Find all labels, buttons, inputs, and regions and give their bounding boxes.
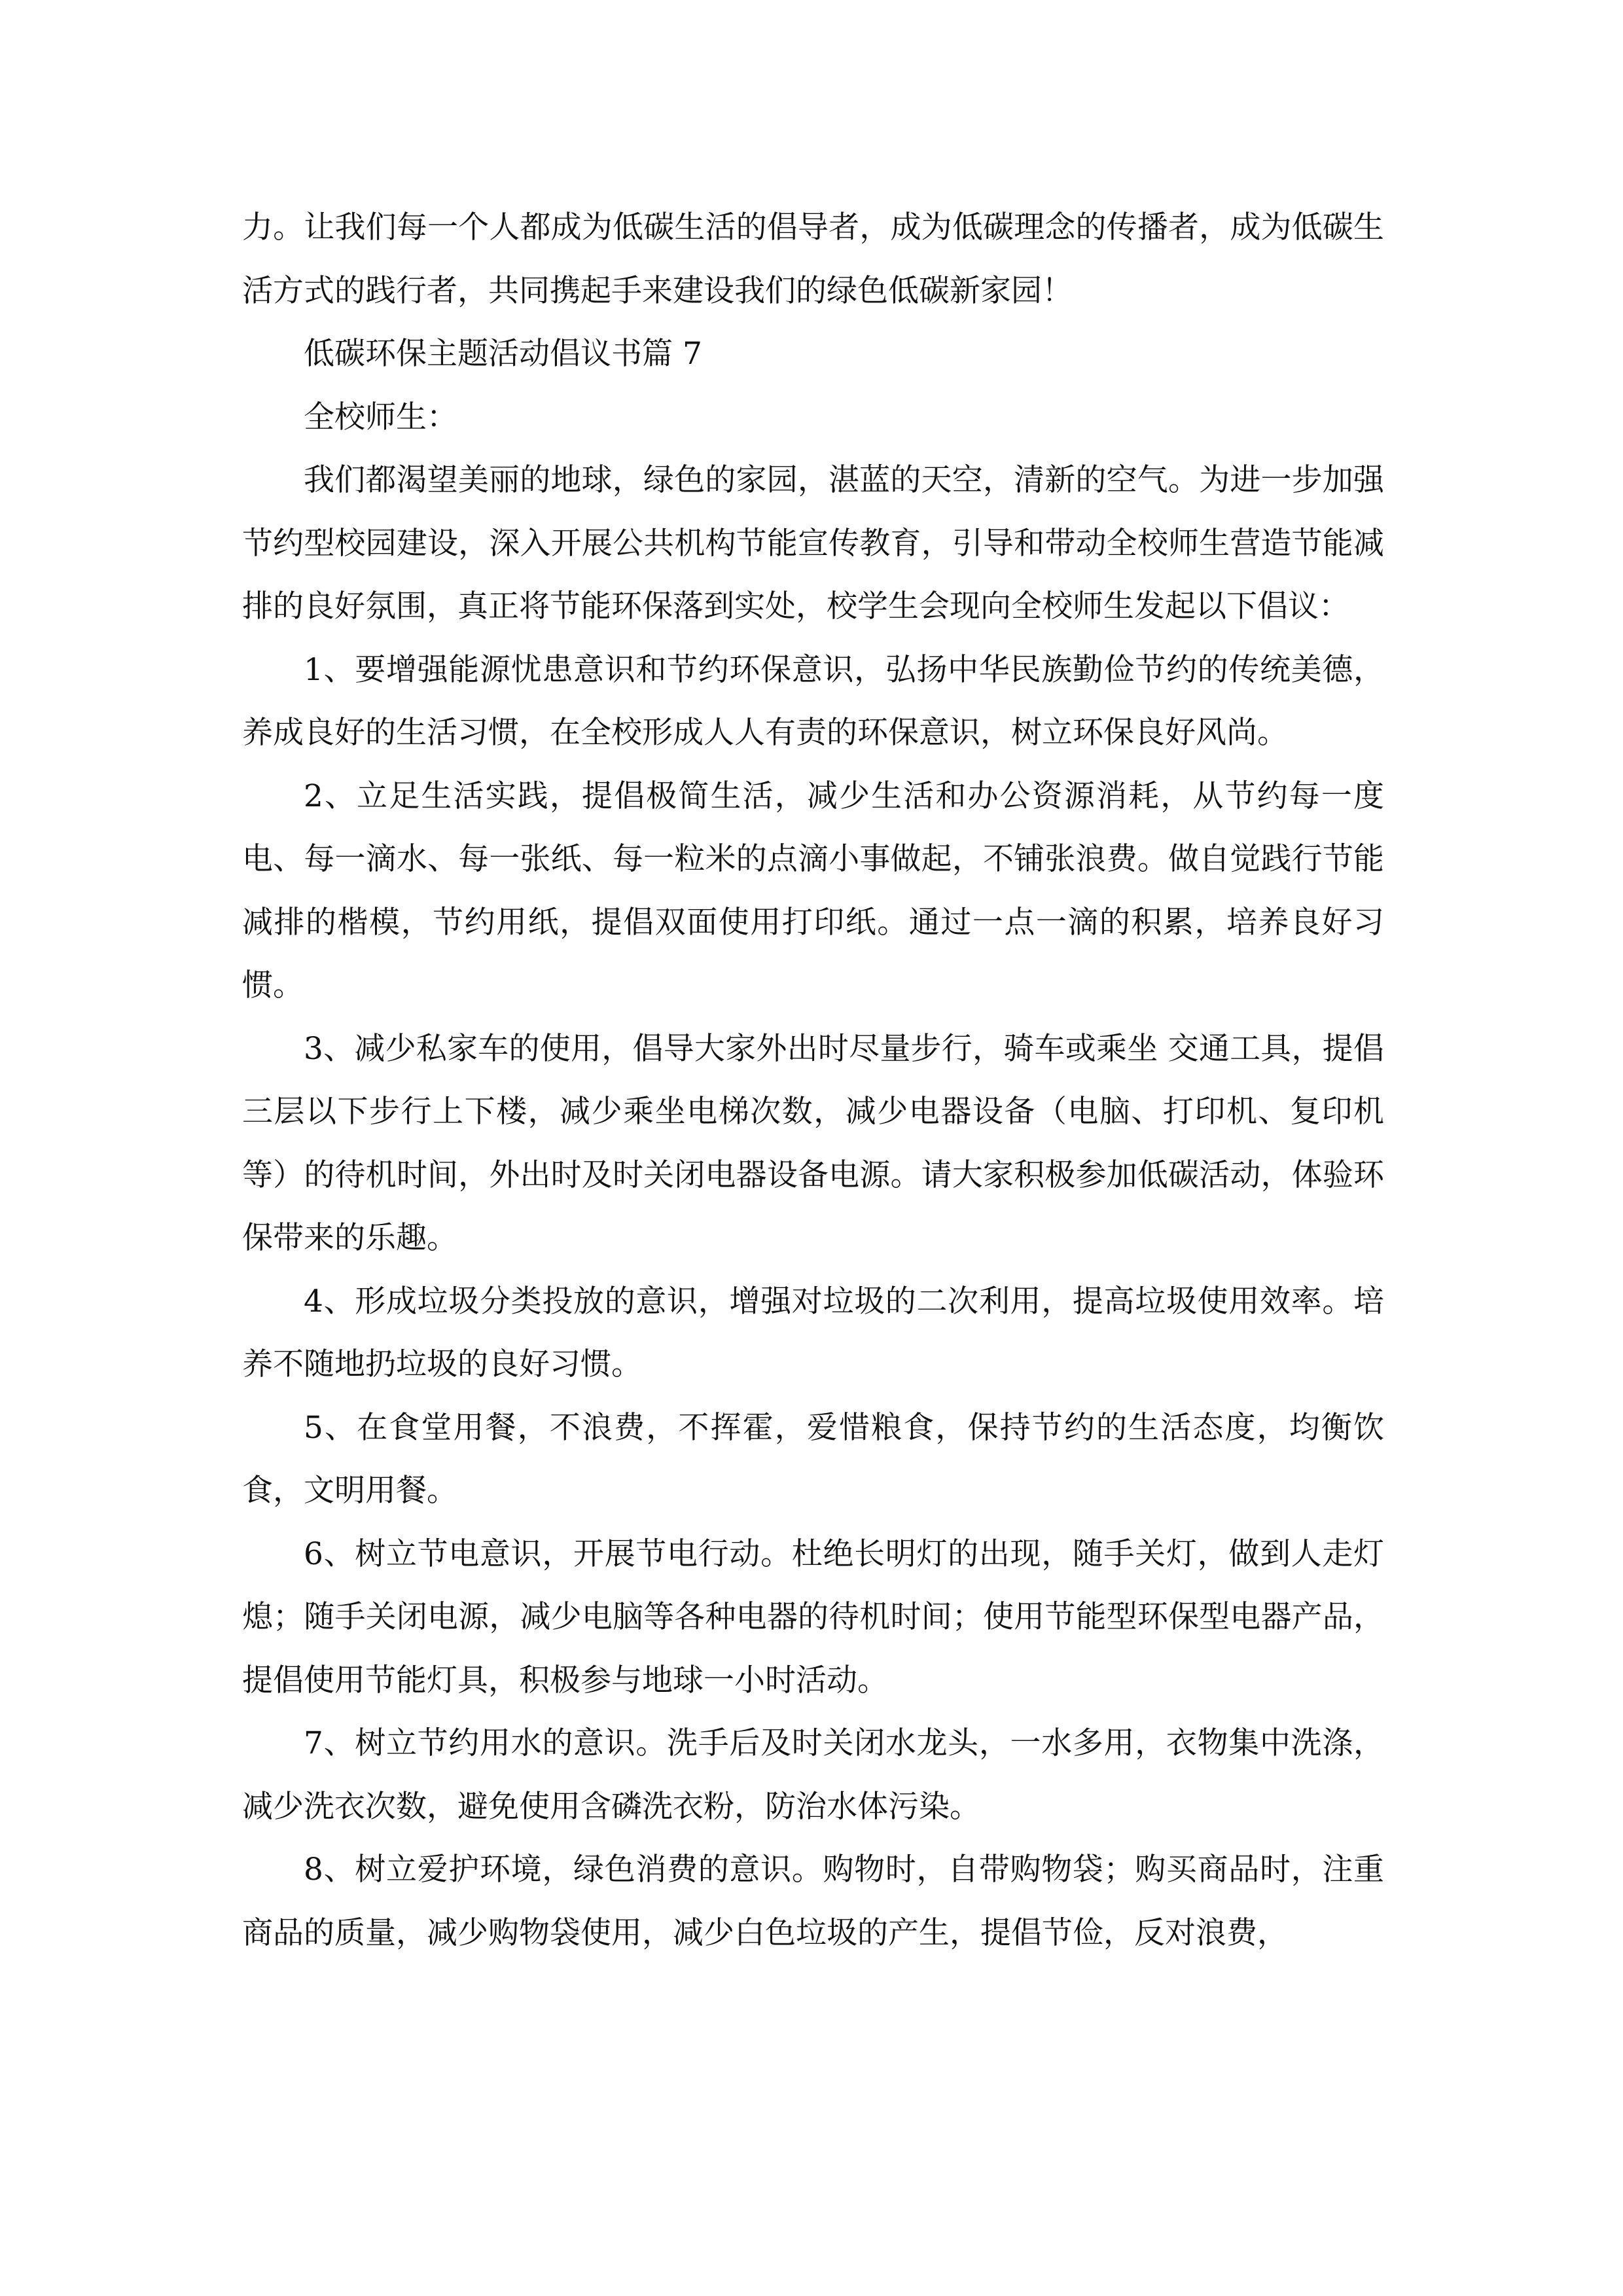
list-item-6: 6、树立节电意识，开展节电行动。杜绝长明灯的出现，随手关灯，做到人走灯熄；随手关闭电源，减少电脑等各种电器的待机时间；使用节能型环保型电器产品，提倡使用节能灯具，积极参与地球一小时活动。	[242, 1535, 1384, 1698]
list-item-5: 5、在食堂用餐，不浪费，不挥霍，爱惜粮食，保持节约的生活态度，均衡饮食，文明用餐。	[242, 1409, 1384, 1509]
salutation: 全校师生：	[304, 399, 457, 435]
paragraph-continuation: 力。让我们每一个人都成为低碳生活的倡导者，成为低碳理念的传播者，成为低碳生活方式的践行者，共同携起手来建设我们的绿色低碳新家园！	[242, 209, 1384, 309]
list-item-1: 1、要增强能源忧患意识和节约环保意识，弘扬中华民族勤俭节约的传统美德，养成良好的生活习惯，在全校形成人人有责的环保意识，树立环保良好风尚。	[242, 651, 1384, 751]
list-item-4: 4、形成垃圾分类投放的意识，增强对垃圾的二次利用，提高垃圾使用效率。培养不随地扔垃圾的良好习惯。	[242, 1283, 1384, 1382]
paragraph-intro: 我们都渴望美丽的地球，绿色的家园，湛蓝的天空，清新的空气。为进一步加强节约型校园建设，深入开展公共机构节能宣传教育，引导和带动全校师生营造节能减排的良好氛围，真正将节能环保落到实处，校学生会现向全校师生发起以下倡议：	[242, 462, 1384, 624]
document-body	[242, 196, 1384, 1965]
list-item-8: 8、树立爱护环境，绿色消费的意识。购物时，自带购物袋；购买商品时，注重商品的质量，减少购物袋使用，减少白色垃圾的产生，提倡节俭，反对浪费，	[242, 1852, 1384, 1951]
list-item-7: 7、树立节约用水的意识。洗手后及时关闭水龙头，一水多用，衣物集中洗涤，减少洗衣次数，避免使用含磷洗衣粉，防治水体污染。	[242, 1725, 1384, 1825]
list-item-3: 3、减少私家车的使用，倡导大家外出时尽量步行，骑车或乘坐 交通工具，提倡三层以下步行上下楼，减少乘坐电梯次数，减少电器设备（电脑、打印机、复印机等）的待机时间，外出时及时关闭电器设备电源。请大家积极参加低碳活动，体验环保带来的乐趣。	[242, 1030, 1384, 1256]
list-item-2: 2、立足生活实践，提倡极简生活，减少生活和办公资源消耗，从节约每一度电、每一滴水、每一张纸、每一粒米的点滴小事做起，不铺张浪费。做自觉践行节能减排的楷模，节约用纸，提倡双面使用打印纸。通过一点一滴的积累，培养良好习惯。	[242, 778, 1384, 1003]
section-heading: 低碳环保主题活动倡议书篇 7	[304, 336, 702, 372]
